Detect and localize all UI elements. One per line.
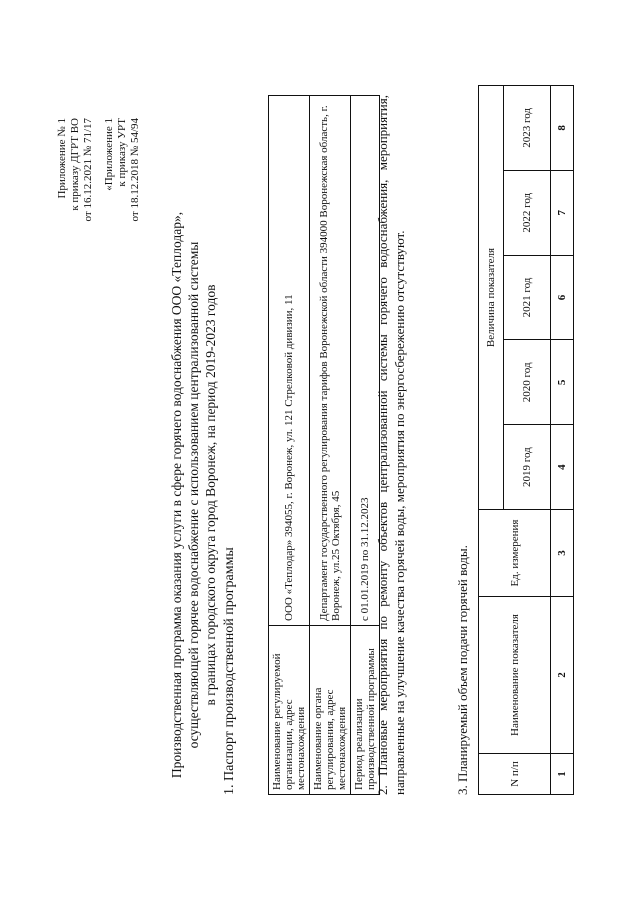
column-number: 3: [551, 510, 574, 597]
header-name: Наименование показателя: [479, 597, 551, 754]
column-number: 6: [551, 255, 574, 340]
appendix-line: от 16.12.2021 № 71/17: [82, 118, 94, 222]
title-line: Производственная программа оказания услуги в сфере горячего водоснабжения ООО «Теплодар»,: [169, 211, 184, 779]
volume-table: [478, 85, 574, 795]
section-1-heading: 1. Паспорт производственной программы: [222, 547, 237, 795]
column-number: 1: [551, 754, 574, 795]
appendix-line: к приказу ДГРТ ВО: [69, 118, 81, 211]
document-title: [168, 145, 219, 845]
title-line: в границах городского округа город Воронеж, на период 2019-2023 годов: [203, 284, 218, 706]
header-year: 2022 год: [504, 170, 551, 255]
appendix-line: к приказу УРТ: [116, 118, 128, 187]
passport-label: Период реализации производственной программы: [351, 626, 380, 795]
header-num: N п/п: [479, 754, 551, 795]
appendix-line: «Приложение 1: [103, 118, 115, 191]
appendix-line: Приложение № 1: [56, 118, 68, 199]
column-number: 8: [551, 86, 574, 171]
table-row: [269, 96, 310, 795]
column-number: 7: [551, 170, 574, 255]
passport-table: [268, 95, 380, 795]
header-unit: Ед. измерения: [479, 510, 551, 597]
appendix-line: от 18.12.2018 № 54/94: [129, 118, 141, 222]
passport-value: ООО «Теплодар» 394055, г. Воронеж, ул. 121 Стрелковой дивизии, 11: [269, 96, 310, 626]
header-year: 2019 год: [504, 425, 551, 510]
table-row: [310, 96, 351, 795]
table-header-row: [479, 86, 504, 795]
section-3-heading: 3. Планируемый объем подачи горячей воды.: [455, 545, 470, 795]
passport-value: Департамент государственного регулирования тарифов Воронежской области 394000 Воронежская область, г. Воронеж, ул.25 Октября, 45: [310, 96, 351, 626]
section-2-text: 2. Плановые мероприятия по ремонту объектов централизованной системы горячего водоснабжения, мероприятия, направленные на улучшение качества горячей воды, мероприятия по энергосбережению отсутствуют.: [375, 95, 407, 795]
passport-label: Наименование органа регулирования, адрес местонахождения: [310, 626, 351, 795]
header-year: 2023 год: [504, 86, 551, 171]
appendix-note: [56, 118, 142, 221]
header-year: 2020 год: [504, 340, 551, 425]
column-number: 5: [551, 340, 574, 425]
column-number: 4: [551, 425, 574, 510]
column-number: 2: [551, 597, 574, 754]
table-row: [551, 86, 574, 795]
header-year: 2021 год: [504, 255, 551, 340]
header-values: Величина показателя: [479, 86, 504, 510]
title-line: осуществляющей горячее водоснабжение с использованием централизованной системы: [186, 241, 201, 749]
passport-label: Наименование регулируемой организации, адрес местонахождения: [269, 626, 310, 795]
passport-value: с 01.01.2019 по 31.12.2023: [351, 96, 380, 626]
